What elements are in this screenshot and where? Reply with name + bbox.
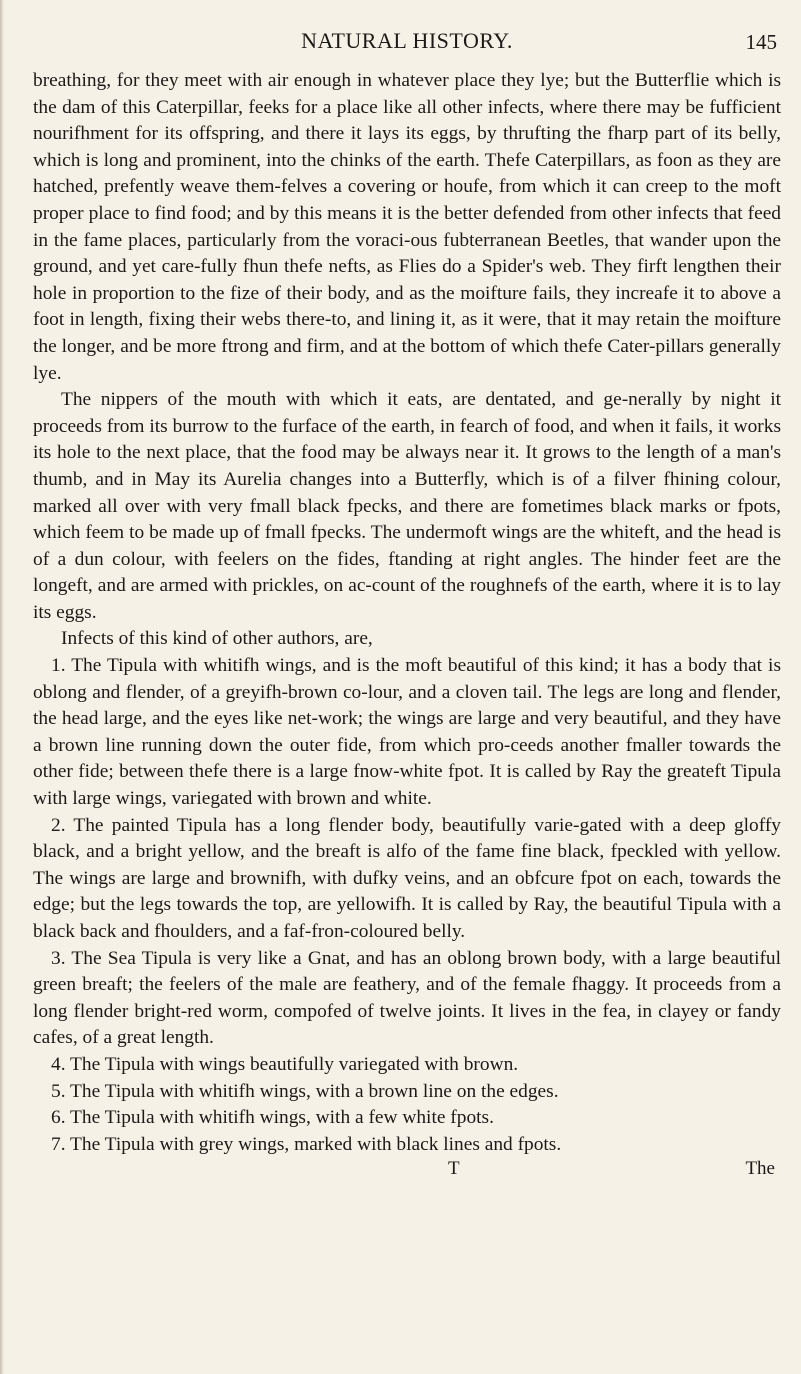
list-item-tipula-4: 4. The Tipula with wings beautifully variegated with brown.: [51, 1053, 519, 1075]
list-item-tipula-2: 2. The painted Tipula has a long flender body, beautifully varie-gated with a deep gloffy black, and a bright yellow, and the breaft is alfo of the fame fine black, fpeckled with yellow. The wings are large and brownifh, with dufky veins, and an obfcure fpot on each, towards the edge; but the legs towards the top, are yellowifh. It is called by Ray, the beautiful Tipula with a black back and fhoulders, and a faf-fron-coloured belly.: [33, 814, 781, 942]
list-item-tipula-7: 7. The Tipula with grey wings, marked with black lines and fpots.: [51, 1133, 562, 1155]
paragraph-other-authors: Infects of this kind of other authors, are,: [61, 628, 373, 650]
page-edge-shadow: [0, 0, 4, 1374]
catchword: The: [745, 1158, 775, 1180]
list-item-tipula-3: 3. The Sea Tipula is very like a Gnat, and has an oblong brown body, with a large beautiful green breaft; the feelers of the male are feathery, and of the female fhaggy. It proceeds from a long flender bright-red worm, compofed of twelve joints. It lives in the fea, in clayey or fandy cafes, of a great length.: [33, 947, 781, 1049]
page-header: [33, 28, 781, 68]
list-item-tipula-1: 1. The Tipula with whitifh wings, and is the moft beautiful of this kind; it has a body that is oblong and flender, of a greyifh-brown co-lour, and a cloven tail. The legs are long and flender, the head large, and the eyes like net-work; the wings are large and very beautiful, and they have a brown line running down the outer fide, from which pro-ceeds another fmaller towards the other fide; between thefe there is a large fnow-white fpot. It is called by Ray the greateft Tipula with large wings, variegated with brown and white.: [33, 655, 781, 810]
paragraph-continuation: breathing, for they meet with air enough in whatever place they lye; but the Butterflie which is the dam of this Caterpillar, feeks for a place like all other infects, where there may be fufficient nourifhment for its offspring, and there it lays its eggs, by thrufting the fharp part of its belly, which is long and prominent, into the chinks of the earth. Thefe Caterpillars, as foon as they are hatched, prefently weave them-felves a covering or houfe, from which it can creep to the moft proper place to find food; and by this means it is the better defended from other infects that feed in the fame places, particularly from the voraci-ous fubterranean Beetles, that wander upon the ground, and yet care-fully fhun thefe nefts, as Flies do a Spider's web. They firft lengthen their hole in proportion to the fize of their body, and as the moifture fails, they increafe it to above a foot in length, fixing their webs there-to, and lining it, as it were, that it may retain the moifture the longer, and be more ftrong and firm, and at the bottom of which thefe Cater-pillars generally lye.: [33, 70, 781, 384]
page-footer: [33, 1158, 781, 1186]
signature-mark: T: [448, 1158, 460, 1180]
body-text: [33, 68, 781, 1158]
paragraph-nippers: The nippers of the mouth with which it eats, are dentated, and ge-nerally by night it proceeds from its burrow to the furface of the earth, in fearch of food, and when it fails, it works its hole to the next place, that the food may be always near it. It grows to the length of a man's thumb, and in May its Aurelia changes into a Butterfly, which is of a filver fhining colour, marked all over with very fmall black fpecks, and there are fometimes black marks or fpots, which feem to be made up of fmall fpecks. The undermoft wings are the whiteft, and the head is of a dun colour, with feelers on the fides, ftanding at right angles. The hinder feet are the longeft, and are armed with prickles, on ac-count of the roughnefs of the earth, where it is to lay its eggs.: [33, 389, 781, 623]
running-head: NATURAL HISTORY.: [301, 28, 513, 53]
page-number: 145: [745, 30, 777, 54]
list-item-tipula-5: 5. The Tipula with whitifh wings, with a brown line on the edges.: [51, 1080, 559, 1102]
list-item-tipula-6: 6. The Tipula with whitifh wings, with a few white fpots.: [51, 1107, 494, 1129]
